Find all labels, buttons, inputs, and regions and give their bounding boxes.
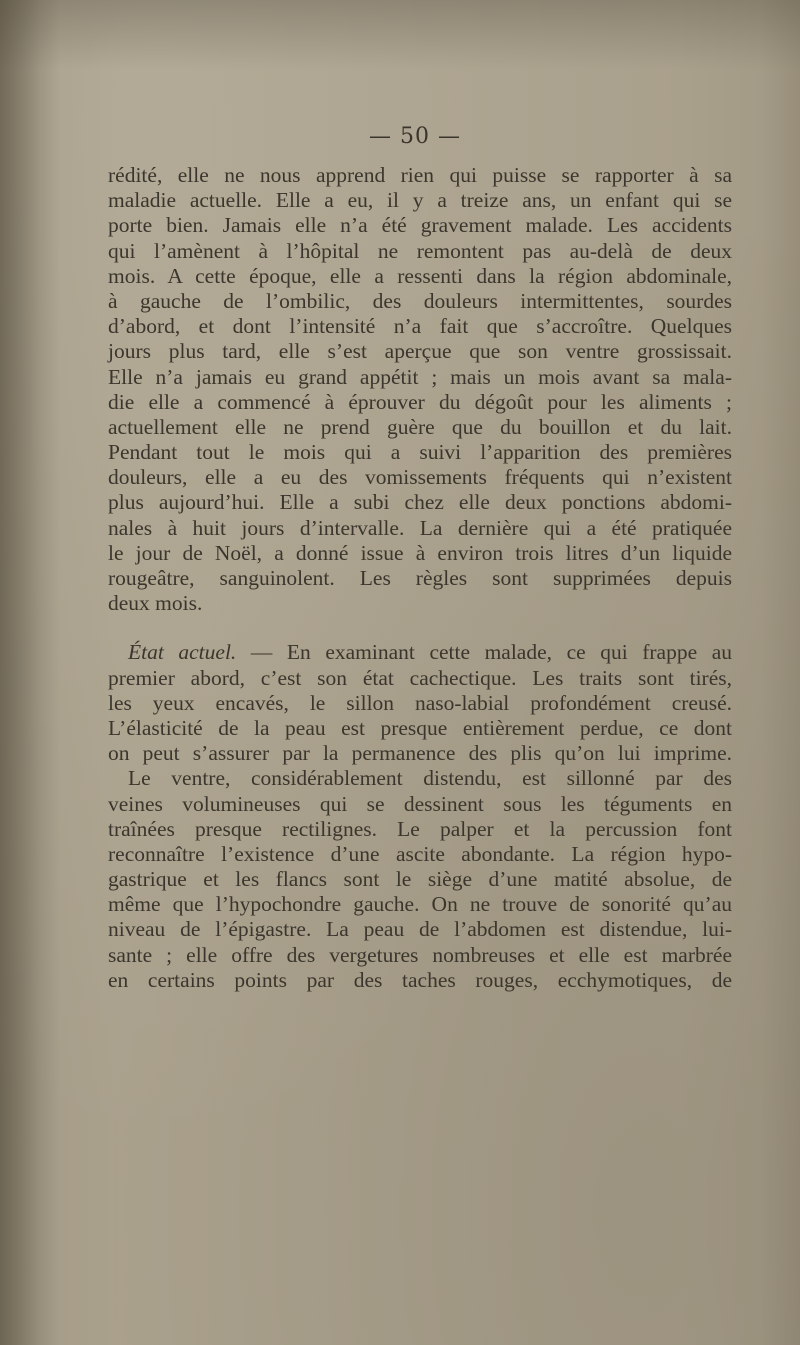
text-line: deux mois. — [108, 591, 203, 616]
text-line: rougeâtre, sanguinolent. Les règles sont supprimées depuis — [108, 566, 732, 590]
top-shadow — [0, 0, 800, 70]
text-line: on peut s’assurer par la permanence des plis qu’on lui imprime. — [108, 741, 732, 766]
text-line: Pendant tout le mois qui a suivi l’apparition des premières — [108, 440, 732, 465]
text-line: Elle n’a jamais eu grand appétit ; mais un mois avant sa mala- — [108, 364, 732, 389]
text-line-with-heading — [108, 640, 732, 665]
text-line: veines volumineuses qui se dessinent sous les téguments en — [108, 791, 732, 816]
binding-shadow — [0, 0, 60, 1345]
text-line: sante ; elle offre des vergetures nombreuses et elle est marbrée — [108, 942, 732, 967]
text-line: actuellement elle ne prend guère que du bouillon et du lait. — [108, 414, 732, 439]
text-line: reconnaître l’existence d’une ascite abondante. La région hypo- — [108, 841, 732, 866]
text-line: le jour de Noël, a donné issue à environ trois litres d’un liquide — [108, 540, 732, 565]
text-line: traînées presque rectilignes. Le palper et la percussion font — [108, 816, 732, 841]
body-text — [108, 163, 732, 993]
page-number: — 50 — — [369, 124, 461, 149]
paragraph-abdomen — [108, 766, 732, 993]
text-line: Le ventre, considérablement distendu, est sillonné par des — [128, 766, 732, 791]
heading-line-rest: — En examinant cette malade, ce qui frappe au — [236, 640, 732, 665]
text-line: niveau de l’épigastre. La peau de l’abdomen est distendue, lui- — [108, 917, 732, 942]
text-line: mois. A cette époque, elle a ressenti dans la région abdominale, — [108, 263, 732, 288]
text-line: porte bien. Jamais elle n’a été gravement malade. Les accidents — [108, 213, 732, 238]
text-line: L’élasticité de la peau est presque entièrement perdue, ce dont — [108, 715, 732, 740]
text-line: à gauche de l’ombilic, des douleurs intermittentes, sourdes — [108, 288, 732, 313]
text-line: rédité, elle ne nous apprend rien qui puisse se rapporter à sa — [108, 163, 732, 187]
text-line: die elle a commencé à éprouver du dégoût pour les aliments ; — [108, 389, 732, 414]
text-line: douleurs, elle a eu des vomissements fréquents qui n’existent — [108, 465, 732, 490]
text-line: gastrique et les flancs sont le siège d’une matité absolue, de — [108, 867, 732, 892]
text-line: les yeux encavés, le sillon naso-labial profondément creusé. — [108, 690, 732, 715]
text-line: jours plus tard, elle s’est aperçue que son ventre grossissait. — [108, 339, 732, 364]
text-line: en certains points par des taches rouges, ecchymotiques, de — [108, 967, 732, 992]
text-line: plus aujourd’hui. Elle a subi chez elle deux ponctions abdomi- — [108, 490, 732, 515]
text-line: qui l’amènent à l’hôpital ne remontent pas au-delà de deux — [108, 238, 732, 263]
text-line: nales à huit jours d’intervalle. La dernière qui a été pratiquée — [108, 515, 732, 540]
paragraph-current-state — [108, 640, 732, 766]
section-heading: État actuel. — [128, 640, 237, 665]
text-line: d’abord, et dont l’intensité n’a fait que s’accroître. Quelques — [108, 314, 732, 339]
text-line: même que l’hypochondre gauche. On ne trouve de sonorité qu’au — [108, 892, 732, 917]
paragraph-history — [108, 163, 732, 616]
text-line: premier abord, c’est son état cachectique. Les traits sont tirés, — [108, 665, 732, 690]
text-line: maladie actuelle. Elle a eu, il y a treize ans, un enfant qui se — [108, 188, 732, 213]
